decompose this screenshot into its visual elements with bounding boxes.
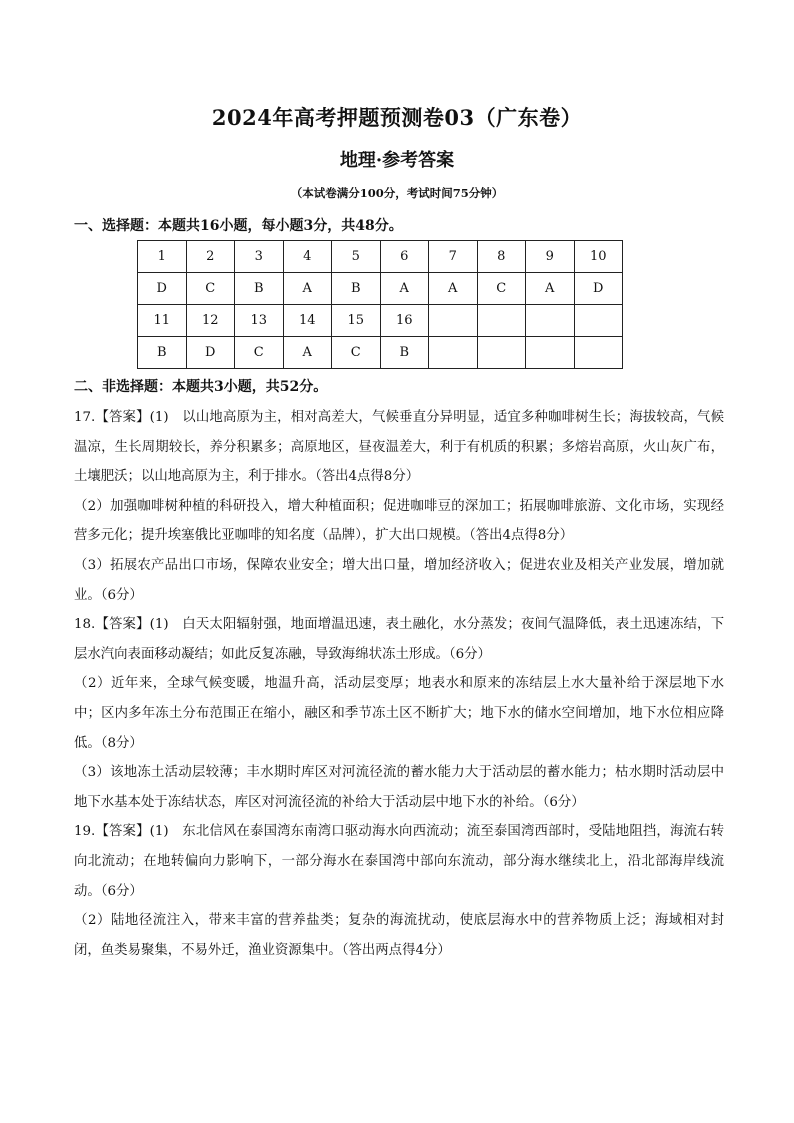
page-title: 2024年高考押题预测卷03（广东卷） — [211, 105, 583, 130]
table-cell: C — [332, 337, 381, 369]
table-cell: 3 — [235, 241, 284, 273]
table-cell: 12 — [186, 305, 235, 337]
table-cell: 1 — [138, 241, 187, 273]
table-cell: 5 — [332, 241, 381, 273]
table-cell — [526, 305, 575, 337]
table-cell: A — [380, 273, 429, 305]
table-cell: C — [477, 273, 526, 305]
table-cell — [526, 337, 575, 369]
answer-paragraph: 17.【答案】(1) 以山地高原为主，相对高差大，气候垂直分异明显，适宜多种咖啡树生长；海拔较高，气候温凉，生长周期较长，养分积累多；高原地区，昼夜温差大，利于有机质的积累；多熔岩高原，火山灰广布，土壤肥沃；以山地高原为主，利于排水。（答出4点得8分） — [74, 410, 724, 485]
table-cell: A — [526, 273, 575, 305]
answer-paragraph: 18.【答案】(1) 白天太阳辐射强，地面增温迅速，表土融化，水分蒸发；夜间气温降低，表土迅速冻结，下层水汽向表面移动凝结；如此反复冻融，导致海绵状冻土形成。（6分） — [74, 617, 724, 662]
table-cell: 16 — [380, 305, 429, 337]
answer-content — [74, 403, 724, 965]
answer-paragraph: （2）加强咖啡树种植的科研投入，增大种植面积；促进咖啡豆的深加工；拓展咖啡旅游、文化市场，实现经营多元化；提升埃塞俄比亚咖啡的知名度（品牌），扩大出口规模。（答出4点得8分） — [74, 498, 724, 544]
table-cell: B — [380, 337, 429, 369]
table-cell: 10 — [574, 241, 623, 273]
table-row — [138, 241, 623, 273]
answer-paragraph: （3）该地冻土活动层较薄；丰水期时库区对河流径流的蓄水能力大于活动层的蓄水能力；枯水期时活动层中地下水基本处于冻结状态，库区对河流径流的补给大于活动层中地下水的补给。（6分） — [74, 765, 724, 810]
table-cell: D — [574, 273, 623, 305]
table-row — [138, 337, 623, 369]
table-cell: B — [235, 273, 284, 305]
table-cell: 14 — [283, 305, 332, 337]
table-cell — [574, 337, 623, 369]
table-cell: C — [186, 273, 235, 305]
table-cell — [574, 305, 623, 337]
answer-table — [137, 240, 623, 369]
table-cell: B — [138, 337, 187, 369]
table-cell: 6 — [380, 241, 429, 273]
section-heading-choice: 一、选择题：本题共16小题，每小题3分，共48分。 — [74, 218, 403, 234]
table-cell: 15 — [332, 305, 381, 337]
table-cell: A — [283, 273, 332, 305]
table-cell: 4 — [283, 241, 332, 273]
page-subtitle: 地理·参考答案 — [339, 150, 455, 171]
table-cell: 13 — [235, 305, 284, 337]
exam-note: （本试卷满分100分，考试时间75分钟） — [290, 186, 504, 200]
answer-paragraph: （3）拓展农产品出口市场，保障农业安全；增大出口量，增加经济收入；促进农业及相关产业发展，增加就业。（6分） — [74, 557, 724, 603]
table-cell: C — [235, 337, 284, 369]
answer-paragraph: 19.【答案】(1) 东北信风在泰国湾东南湾口驱动海水向西流动；流至泰国湾西部时，受陆地阻挡，海流右转向北流动；在地转偏向力影响下，一部分海水在泰国湾中部向东流动，部分海水继续北上，沿北部海岸线流动。（6分） — [74, 824, 724, 899]
table-cell: B — [332, 273, 381, 305]
table-cell: 9 — [526, 241, 575, 273]
table-cell — [477, 305, 526, 337]
table-cell: A — [429, 273, 478, 305]
table-row — [138, 273, 623, 305]
answer-paragraph: （2）陆地径流注入，带来丰富的营养盐类；复杂的海流扰动，使底层海水中的营养物质上泛；海域相对封闭，鱼类易聚集，不易外迁，渔业资源集中。（答出两点得4分） — [74, 913, 724, 958]
table-row — [138, 305, 623, 337]
table-cell: D — [186, 337, 235, 369]
table-cell: 11 — [138, 305, 187, 337]
table-cell: 8 — [477, 241, 526, 273]
table-cell: 7 — [429, 241, 478, 273]
table-cell — [429, 305, 478, 337]
table-cell: A — [283, 337, 332, 369]
table-cell — [477, 337, 526, 369]
answer-paragraph: （2）近年来，全球气候变暖，地温升高，活动层变厚；地表水和原来的冻结层上水大量补给于深层地下水中；区内多年冻土分布范围正在缩小，融区和季节冻土区不断扩大；地下水的储水空间增加，地下水位相应降低。（8分） — [74, 676, 724, 751]
table-cell: D — [138, 273, 187, 305]
section-heading-nonchoice: 二、非选择题：本题共3小题，共52分。 — [74, 379, 328, 395]
table-cell — [429, 337, 478, 369]
table-cell: 2 — [186, 241, 235, 273]
